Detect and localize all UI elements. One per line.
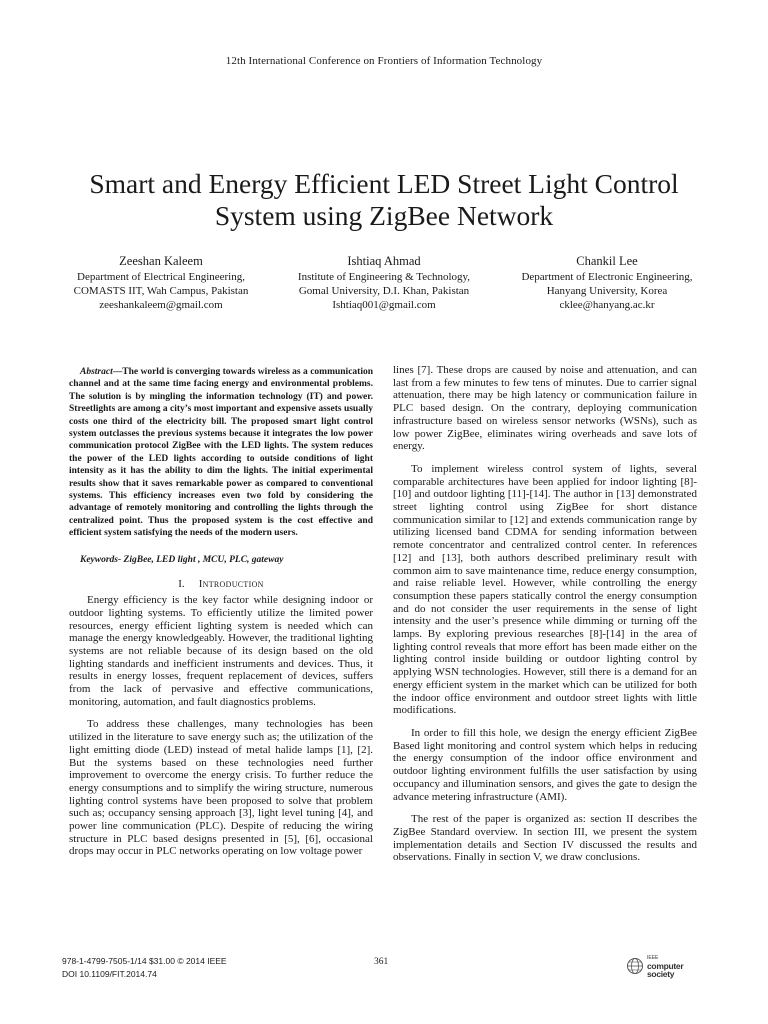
body-paragraph: To implement wireless control system of lights, several comparable architectures have been applied for indoor lighting [8]-[10] and outdoor lighting [11]-[14]. The author in [13] demonstrated street lighting control using ZigBee for short distance communication similar to [12] and extends communication range by utilizing licensed band CDMA for sending information between remote concentrator and centralized control center. In references [12] and [13], both authors described preliminary result with common aim to save maintenance time, reduce energy consumption, and raise reliable level. However, while controlling the energy consumption these papers statically control the energy consumption and do not consider the user requirements in the sense of light intensity and the user’s presence while dimming or turning off the lamps. By exploring previous researches [8]-[14] in the area of lighting control reveals that more effort has been made either on the lighting control inside building or outdoor lighting control by applying WSN technologies. However, still there is a demand for an energy efficient system in the market which can be utilized for both the indoor office environment and outdoor street lights with little modifications. — [393, 462, 697, 717]
left-column — [69, 366, 373, 858]
section-heading — [69, 578, 373, 591]
section-number: I. — [178, 578, 185, 591]
author-email: Ishtiaq001@gmail.com — [332, 299, 436, 311]
paper-title — [40, 168, 728, 232]
author-name: Zeeshan Kaleem — [119, 254, 203, 268]
author-department: Institute of Engineering & Technology, — [297, 271, 471, 283]
author-department: Department of Electronic Engineering, — [521, 271, 693, 283]
author-name: Ishtiaq Ahmad — [347, 254, 421, 268]
section-title: Introduction — [198, 578, 264, 591]
body-paragraph: Energy efficiency is the key factor while designing indoor or outdoor lighting systems. To efficiently utilize the limited power resources, energy efficient lighting system is needed which can manage the energy knowledgeably. However, the traditional lighting systems are not reliable because of its design based on the old lighting standards and inefficient instruments and devices. Thus, it results in energy losses, frequent replacement of devices, suffers from the lack of pervasive and effective communications, monitoring, automation, and fault diagnostics problems. — [69, 594, 373, 708]
author-1 — [56, 253, 266, 312]
author-block — [56, 253, 712, 312]
author-email: cklee@hanyang.ac.kr — [559, 299, 655, 311]
author-email: zeeshankaleem@gmail.com — [99, 299, 223, 311]
conference-header: 12th International Conference on Frontiers of Information Technology — [225, 55, 543, 67]
body-paragraph: In order to fill this hole, we design the energy efficient ZigBee Based light monitoring and control system which helps in reducing the energy consumption of the indoor office environment and outdoor lighting environment fulfills the user satisfaction by using occupancy and illumination sensors, and gives the gate to design the advance metering infrastructure (AMI). — [393, 726, 697, 803]
globe-icon — [626, 957, 644, 975]
ieee-computer-society-logo — [626, 953, 701, 979]
author-department: Department of Electrical Engineering, — [77, 271, 245, 283]
footer-isbn: 978-1-4799-7505-1/14 $31.00 © 2014 IEEE — [62, 956, 227, 966]
logo-ieee: IEEE — [647, 955, 659, 961]
page-number: 361 — [374, 957, 389, 967]
author-2 — [279, 253, 489, 312]
title-line-1: Smart and Energy Efficient LED Street Light Control — [89, 168, 679, 199]
abstract-label: Abstract — [80, 367, 113, 377]
logo-society: society — [647, 969, 675, 979]
logo-computer: computer — [647, 961, 684, 971]
body-paragraph: To address these challenges, many technologies has been utilized in the literature to save energy such as; the utilization of the light emitting diode (LED) instead of metal halide lamps [1], [2]. But the systems based on these technologies need further improvement to overcome the energy crisis. To further reduce the energy consumptions and to simplify the wiring structure, numerous lighting control systems have been proposed to solve that problem such as; occupancy sensing approach [3], light level tuning [4], and power line communication (PLC). Despite of reducing the wiring structure in PLC based designs presented in [5], [6], occasional drops may occur in PLC networks operating on low voltage power — [69, 718, 373, 858]
abstract — [69, 366, 373, 540]
footer-doi: DOI 10.1109/FIT.2014.74 — [62, 969, 157, 979]
author-institution: COMASTS IIT, Wah Campus, Pakistan — [73, 285, 249, 297]
right-column — [393, 364, 697, 864]
body-paragraph-continued: lines [7]. These drops are caused by noise and attenuation, and can last from a few minutes to few tens of minutes. Due to carrier signal attenuation, there may be high latency or communication failure in PLC based design. On the contrary, deploying communication infrastructure based on wireless sensor networks (WSNs), such as low power ZigBee, eliminates wiring overheads and save lots of energy. — [393, 364, 697, 453]
footer-copyright — [62, 955, 227, 981]
body-paragraph: The rest of the paper is organized as: section II describes the ZigBee Standard overview. In section III, we present the system implementation details and Section IV discussed the results and observations. Finally in section V, we draw conclusions. — [393, 813, 697, 864]
title-line-2: System using ZigBee Network — [214, 200, 554, 231]
author-name: Chankil Lee — [576, 254, 638, 268]
author-institution: Gomal University, D.I. Khan, Pakistan — [298, 285, 470, 297]
logo-text — [647, 954, 683, 978]
abstract-text: —The world is converging towards wireless as a communication channel and at the same time facing energy and environmental problems. The solution is by mingling the information technology (IT) and power. Streetlights are among a city’s most important and expensive assets usually costs one third of the electricity bill. The proposed smart light control system outclasses the previous systems because it integrates the low power communication protocol ZigBee with the LED lights. The system reduces the power of the LED lights according to outside conditions of light intensity as it has the ability to dim the lights. The initial experimental results show that it saves remarkable power as compared to conventional systems. This efficiency increases even two fold by considering the advantage of remotely monitoring and controlling the lights through the centralized point. Thus the proposed system is the cost effective and efficient system satisfying the needs of the modern users. — [69, 367, 373, 539]
author-institution: Hanyang University, Korea — [546, 285, 668, 297]
keywords: Keywords- ZigBee, LED light , MCU, PLC, gateway — [80, 554, 284, 565]
author-3 — [502, 253, 712, 312]
